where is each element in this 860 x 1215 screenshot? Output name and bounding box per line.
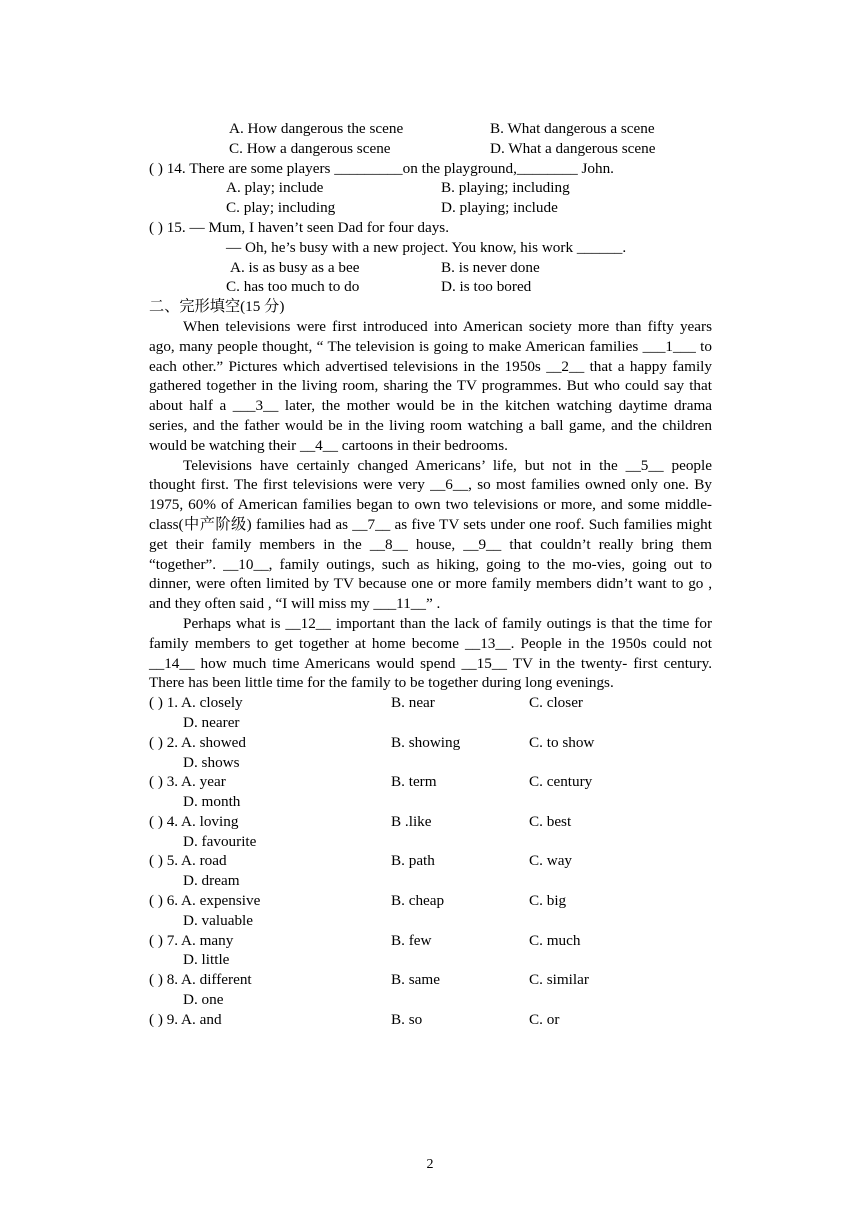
cloze-question-1-d bbox=[149, 713, 712, 733]
option-d: D. shows bbox=[183, 753, 240, 771]
q15-options-row-1 bbox=[149, 258, 712, 278]
cloze-question-9 bbox=[149, 1010, 712, 1030]
option-c: C. much bbox=[529, 931, 581, 949]
q13-options-row-1 bbox=[149, 119, 712, 139]
q13-option-a: A. How dangerous the scene bbox=[229, 120, 404, 137]
q14-options-row-2 bbox=[149, 198, 712, 218]
q14-option-b: B. playing; including bbox=[441, 179, 570, 197]
q15-option-d: D. is too bored bbox=[441, 278, 532, 296]
q13-option-b: B. What dangerous a scene bbox=[490, 120, 655, 137]
q15-stem bbox=[149, 218, 712, 238]
question-stem: ( ) 4. A. loving bbox=[149, 812, 239, 830]
cloze-question-5 bbox=[149, 851, 712, 871]
q14-option-c: C. play; including bbox=[226, 199, 336, 217]
question-stem: ( ) 6. A. expensive bbox=[149, 892, 261, 910]
document-page bbox=[149, 119, 712, 1030]
cloze-question-4-d bbox=[149, 832, 712, 852]
option-c: C. similar bbox=[529, 971, 589, 989]
cloze-question-6-d bbox=[149, 911, 712, 931]
question-stem: ( ) 5. A. road bbox=[149, 852, 227, 870]
cloze-question-1 bbox=[149, 693, 712, 713]
option-b: B. showing bbox=[391, 733, 461, 751]
cloze-paragraph-3: Perhaps what is __12__ important than the lack of family outings is that the time for family members to get together at home become __13__. People in the 1950s could not __14__ how much time Americans would spend __15__ TV in the twenty- first century. There has been little time for the family to be together during long evenings. bbox=[149, 614, 712, 692]
option-b: B. cheap bbox=[391, 892, 445, 910]
question-stem: ( ) 7. A. many bbox=[149, 931, 234, 949]
cloze-question-8-d bbox=[149, 990, 712, 1010]
option-d: D. nearer bbox=[183, 713, 240, 731]
option-c: C. to show bbox=[529, 733, 595, 751]
cloze-question-7 bbox=[149, 931, 712, 951]
option-c: C. or bbox=[529, 1010, 560, 1028]
cloze-question-2-d bbox=[149, 753, 712, 773]
option-d: D. month bbox=[183, 793, 241, 811]
cloze-question-7-d bbox=[149, 950, 712, 970]
q15-stem-2 bbox=[149, 238, 712, 258]
q15-option-c: C. has too much to do bbox=[226, 278, 360, 296]
page-number: 2 bbox=[426, 1157, 434, 1172]
q15-option-a: A. is as busy as a bee bbox=[230, 258, 360, 276]
cloze-question-4 bbox=[149, 812, 712, 832]
cloze-question-6 bbox=[149, 891, 712, 911]
option-c: C. century bbox=[529, 773, 593, 791]
q15-option-b: B. is never done bbox=[441, 258, 540, 276]
cloze-question-2 bbox=[149, 733, 712, 753]
option-c: C. closer bbox=[529, 694, 583, 712]
cloze-question-8 bbox=[149, 970, 712, 990]
option-d: D. dream bbox=[183, 872, 240, 890]
q14-options-row-1 bbox=[149, 178, 712, 198]
q14-stem bbox=[149, 159, 712, 179]
option-c: C. best bbox=[529, 812, 572, 830]
option-d: D. one bbox=[183, 991, 224, 1009]
option-b: B. same bbox=[391, 971, 440, 989]
option-d: D. favourite bbox=[183, 832, 257, 850]
cloze-question-3 bbox=[149, 772, 712, 792]
option-b: B. term bbox=[391, 773, 437, 791]
question-stem: ( ) 8. A. different bbox=[149, 971, 252, 989]
q14-stem-text: ( ) 14. There are some players _________on the playground,________ John. bbox=[149, 159, 614, 177]
option-b: B .like bbox=[391, 812, 432, 830]
option-b: B. few bbox=[391, 931, 432, 949]
option-c: C. way bbox=[529, 852, 573, 870]
q15-stem2-text: — Oh, he’s busy with a new project. You know, his work ______. bbox=[226, 238, 627, 256]
option-c: C. big bbox=[529, 892, 567, 910]
q13-options-row-2 bbox=[149, 139, 712, 159]
cloze-question-3-d bbox=[149, 792, 712, 812]
cloze-paragraph-1: When televisions were first introduced into American society more than fifty years ago, many people thought, “ The television is going to make American families ___1___ to each other.” Pictures which advertised televisions in the 1950s __2__ that a happy family gathered together in the living room, sharing the TV programmes. But who could say that about half a ___3__ later, the mother would be in the kitchen watching daytime drama series, and the father would be in the living room watching a ball game, and the children would be watching their __4__ cartoons in their bedrooms. bbox=[149, 317, 712, 454]
option-d: D. valuable bbox=[183, 911, 254, 929]
q13-option-d: D. What a dangerous scene bbox=[490, 139, 656, 157]
option-b: B. path bbox=[391, 852, 435, 870]
cloze-paragraph-2: Televisions have certainly changed Americans’ life, but not in the __5__ people thought first. The first televisions were very __6__, so most families owned only one. By 1975, 60% of American families began to own two televisions or more, and some middle-class(中产阶级) families had as __7__ as five TV sets under one roof. Such families might get their family members in the __8__ house, __9__ that couldn’t really bring them “together”. __10__, family outings, such as hiking, going to the mo-vies, going out to dinner, were often limited by TV because one or more family members didn’t want to go , and they often said , “I will miss my ___11__” . bbox=[149, 456, 712, 613]
question-stem: ( ) 1. A. closely bbox=[149, 694, 243, 712]
option-d: D. little bbox=[183, 951, 230, 969]
q14-option-a: A. play; include bbox=[226, 179, 324, 197]
question-stem: ( ) 3. A. year bbox=[149, 773, 226, 791]
cloze-questions bbox=[149, 693, 712, 1030]
option-b: B. near bbox=[391, 694, 435, 712]
q13-option-c: C. How a dangerous scene bbox=[229, 139, 391, 157]
q15-stem-text: ( ) 15. — Mum, I haven’t seen Dad for four days. bbox=[149, 218, 450, 236]
question-stem: ( ) 2. A. showed bbox=[149, 733, 247, 751]
section-heading-cloze: 二、完形填空(15 分) bbox=[149, 298, 285, 316]
q15-options-row-2 bbox=[149, 277, 712, 297]
option-b: B. so bbox=[391, 1010, 423, 1028]
cloze-question-5-d bbox=[149, 871, 712, 891]
question-stem: ( ) 9. A. and bbox=[149, 1010, 222, 1028]
q14-option-d: D. playing; include bbox=[441, 199, 558, 217]
